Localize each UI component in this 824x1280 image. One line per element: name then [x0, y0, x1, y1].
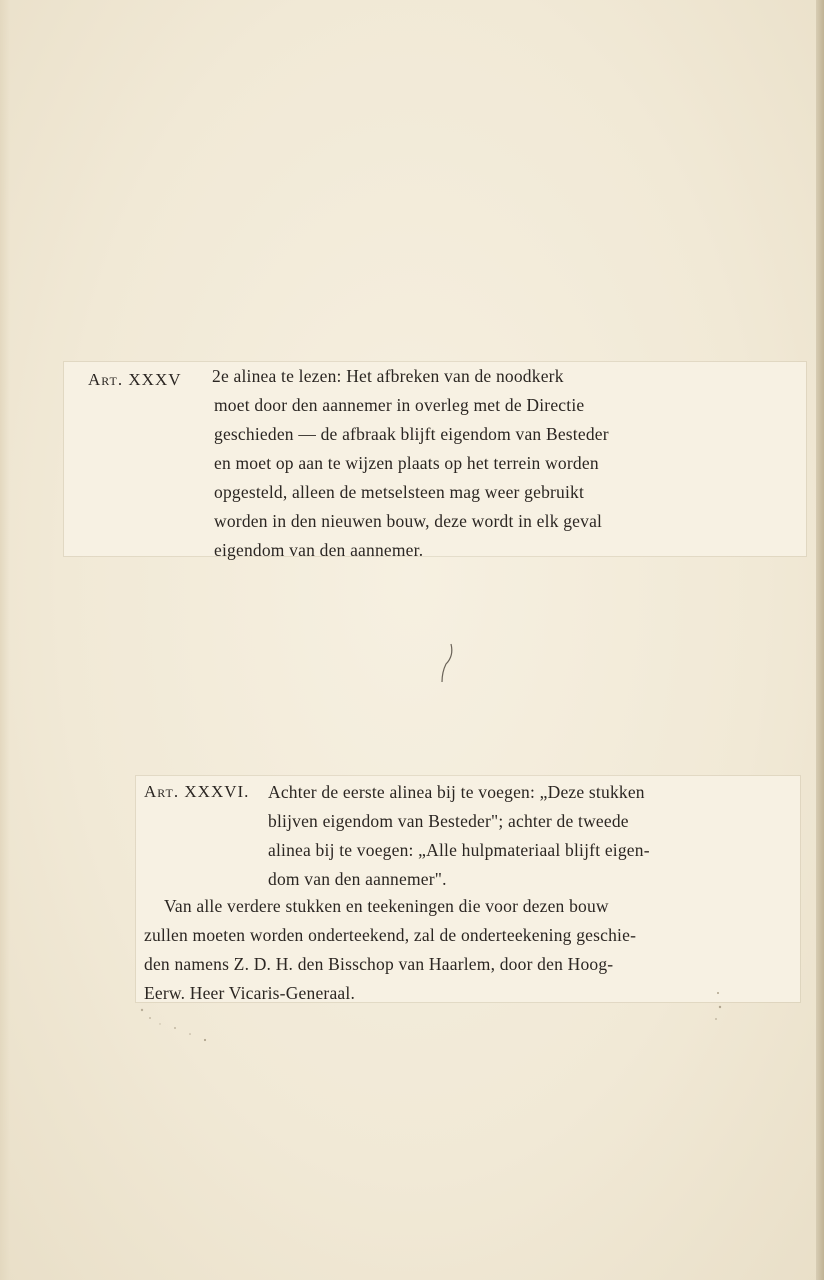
art-35-line: moet door den aannemer in overleg met de Directie — [214, 395, 585, 415]
art-36-paragraph-line: Eerw. Heer Vicaris-Generaal. — [144, 983, 356, 1003]
art-36-paragraph-line: Van alle verdere stukken en teekeningen die voor dezen bouw — [164, 896, 609, 916]
art-36-label: Art. XXXVI. — [144, 782, 250, 801]
art-36-line: blijven eigendom van Besteder"; achter de tweede — [268, 811, 629, 831]
art-36-line: dom van den aannemer". — [268, 869, 447, 889]
paper-stain — [700, 985, 740, 1035]
art-35-line: en moet op aan te wijzen plaats op het terrein worden — [214, 453, 599, 473]
art-36-line: alinea bij te voegen: „Alle hulpmateriaal blijft eigen- — [268, 840, 650, 860]
art-35-line: 2e alinea te lezen: Het afbreken van de noodkerk — [212, 366, 564, 386]
art-35-line: worden in den nieuwen bouw, deze wordt in elk geval — [214, 511, 603, 531]
page-right-edge — [816, 0, 824, 1280]
art-35-line: geschieden — de afbraak blijft eigendom van Besteder — [214, 424, 609, 444]
art-36-paragraph-line: den namens Z. D. H. den Bisschop van Haarlem, door den Hoog- — [144, 954, 614, 974]
art-35-line: opgesteld, alleen de metselsteen mag weer gebruikt — [214, 482, 585, 502]
page-fold-shadow — [0, 0, 10, 1280]
art-35-label: Art. XXXV — [88, 370, 182, 389]
art-36-paragraph-line: zullen moeten worden onderteekend, zal de onderteekening geschie- — [144, 925, 637, 945]
pencil-mark — [436, 642, 456, 684]
paper-stain — [130, 1000, 230, 1050]
art-35-line: eigendom van den aannemer. — [214, 540, 424, 560]
art-36-line: Achter de eerste alinea bij te voegen: „Deze stukken — [268, 782, 645, 802]
